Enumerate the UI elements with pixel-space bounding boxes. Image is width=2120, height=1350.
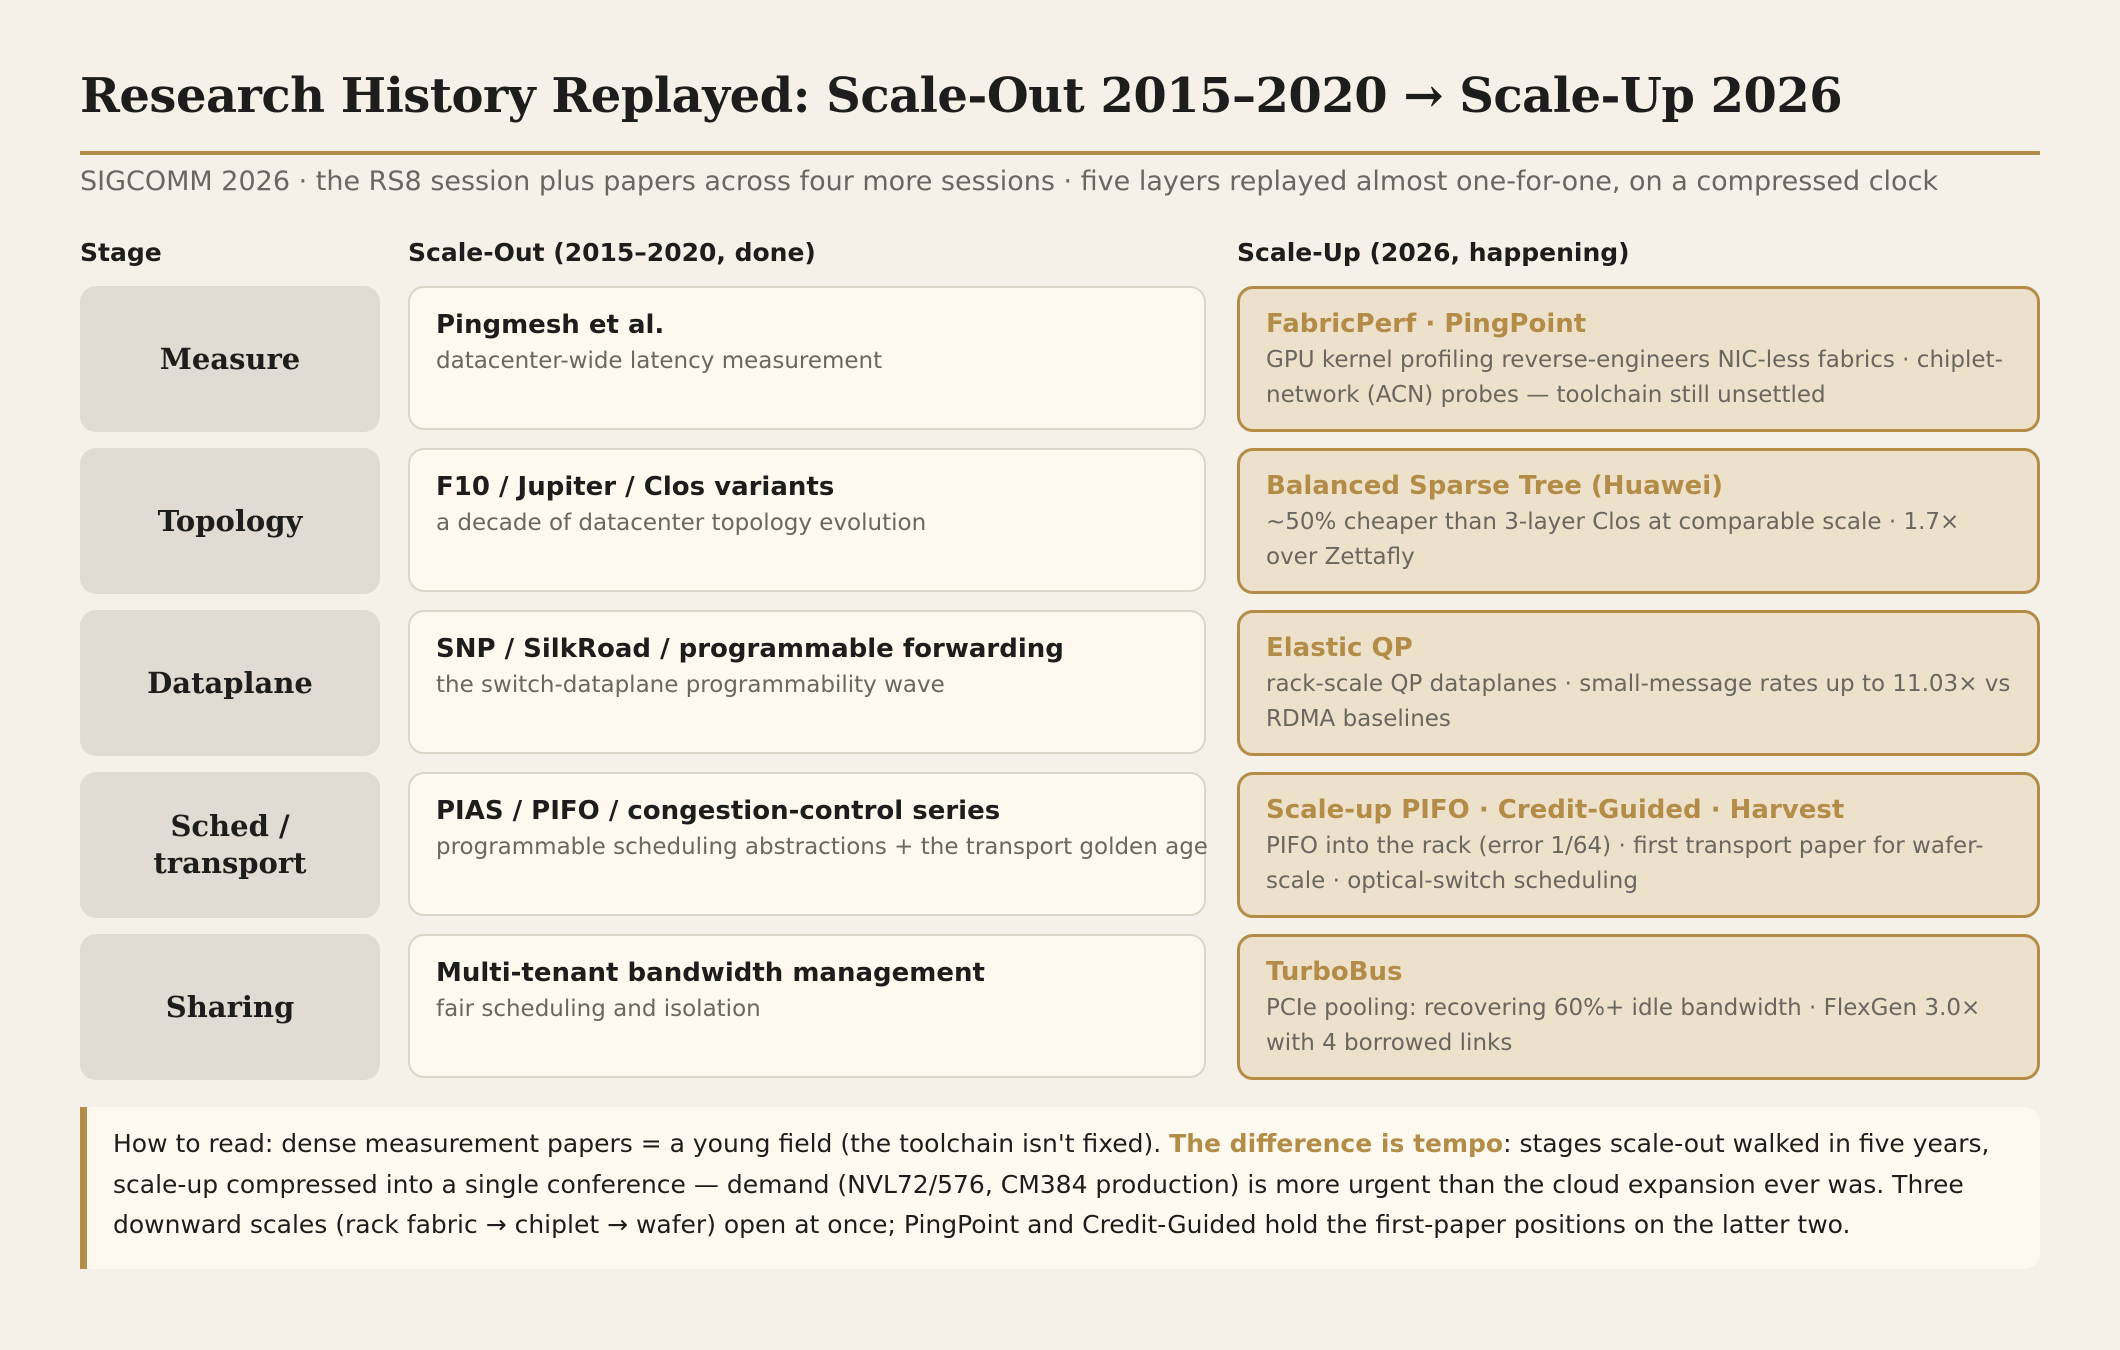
scale-up-card — [1237, 448, 2040, 594]
scale-out-title: SNP / SilkRoad / programmable forwarding — [436, 634, 1064, 664]
scale-out-title: Multi-tenant bandwidth management — [436, 958, 985, 988]
stage-label: Measure — [80, 286, 380, 432]
note-rest: : stages scale-out walked in five years, scale-up compressed into a single conference — demand (NVL72/576, CM384 production) is more urgent than the cloud expansion ever was. Three downward scales (rack fabric → chiplet → wafer) open at once; PingPoint and Credit-Guided hold the first-paper positions on the latter two. — [113, 1129, 1990, 1239]
scale-up-card — [1237, 772, 2040, 918]
scale-out-desc: the switch-dataplane programmability wave — [436, 672, 945, 698]
row-topology — [80, 448, 2040, 594]
scale-out-card — [408, 286, 1206, 430]
stage-label — [80, 772, 380, 918]
scale-up-title: TurboBus — [1266, 957, 1403, 987]
scale-up-card — [1237, 286, 2040, 432]
scale-up-card — [1237, 610, 2040, 756]
scale-up-desc: GPU kernel profiling reverse-engineers NIC-less fabrics · chiplet-network (ACN) probes — toolchain still unsettled — [1266, 347, 2003, 408]
scale-out-title: PIAS / PIFO / congestion-control series — [436, 796, 1001, 826]
scale-up-desc: rack-scale QP dataplanes · small-message rates up to 11.03× vs RDMA baselines — [1266, 671, 2011, 732]
scale-out-desc: a decade of datacenter topology evolution — [436, 510, 927, 536]
reading-note — [80, 1107, 2040, 1269]
scale-out-desc: datacenter-wide latency measurement — [436, 348, 883, 374]
stage-label: Dataplane — [80, 610, 380, 756]
column-header-scale-out: Scale-Out (2015–2020, done) — [408, 238, 816, 267]
page-title: Research History Replayed: Scale-Out 2015–2020 → Scale-Up 2026 — [80, 68, 1843, 124]
scale-up-desc: PIFO into the rack (error 1/64) · first transport paper for wafer-scale · optical-switch scheduling — [1266, 833, 1984, 894]
column-header-stage: Stage — [80, 238, 162, 267]
note-highlight: The difference is tempo — [1169, 1129, 1504, 1158]
subtitle: SIGCOMM 2026 · the RS8 session plus papers across four more sessions · five layers replayed almost one-for-one, on a compressed clock — [80, 166, 1939, 197]
scale-out-card — [408, 934, 1206, 1078]
scale-out-card — [408, 610, 1206, 754]
scale-out-card — [408, 448, 1206, 592]
row-measure — [80, 286, 2040, 432]
column-header-scale-up: Scale-Up (2026, happening) — [1237, 238, 1630, 267]
scale-out-title: F10 / Jupiter / Clos variants — [436, 472, 835, 502]
stage-label-text: Sched / transport — [153, 809, 307, 880]
scale-up-title: FabricPerf · PingPoint — [1266, 309, 1587, 339]
scale-up-title: Scale-up PIFO · Credit-Guided · Harvest — [1266, 795, 1845, 825]
scale-out-card — [408, 772, 1206, 916]
scale-up-card — [1237, 934, 2040, 1080]
row-sharing — [80, 934, 2040, 1080]
title-rule — [80, 151, 2040, 155]
scale-up-title: Elastic QP — [1266, 633, 1413, 663]
scale-out-desc: fair scheduling and isolation — [436, 996, 761, 1022]
note-lead: How to read: dense measurement papers = a young field (the toolchain isn't fixed). — [113, 1129, 1170, 1158]
stage-label: Topology — [80, 448, 380, 594]
scale-out-title: Pingmesh et al. — [436, 310, 665, 340]
row-sched-transport — [80, 772, 2040, 918]
scale-up-desc: PCIe pooling: recovering 60%+ idle bandwidth · FlexGen 3.0× with 4 borrowed links — [1266, 995, 1981, 1056]
scale-up-desc: ~50% cheaper than 3-layer Clos at comparable scale · 1.7× over Zettafly — [1266, 509, 1960, 570]
scale-out-desc: programmable scheduling abstractions + the transport golden age — [436, 834, 1208, 860]
row-dataplane — [80, 610, 2040, 756]
stage-label: Sharing — [80, 934, 380, 1080]
scale-up-title: Balanced Sparse Tree (Huawei) — [1266, 471, 1724, 501]
